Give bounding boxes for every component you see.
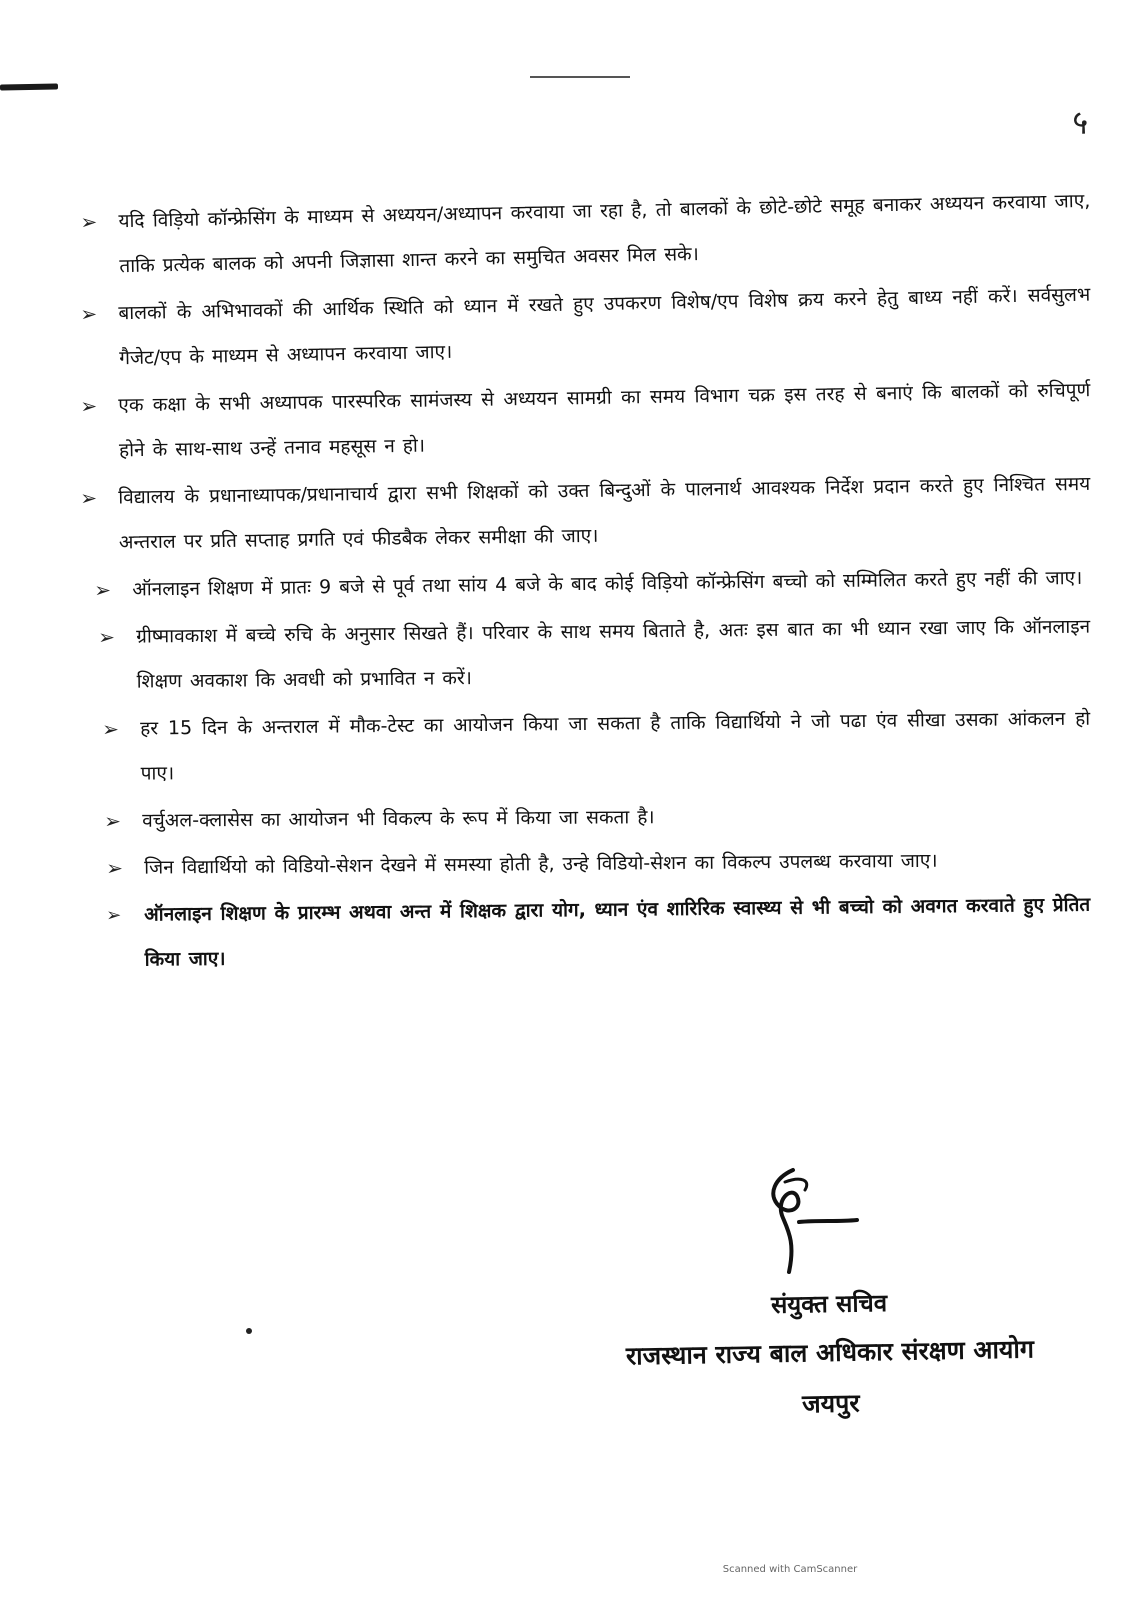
signatory-city: जयपुर: [801, 1388, 860, 1419]
guideline-item: [102, 697, 1091, 797]
guideline-item: [106, 837, 1090, 891]
guideline-text: हर 15 दिन के अन्तराल में मौक-टेस्ट का आयोजन किया जा सकता है ताकि विद्यार्थियो ने जो पढा एंव सीखा उसका आंकलन हो पाए।: [140, 707, 1091, 785]
guideline-text: ऑनलाइन शिक्षण के प्रारम्भ अथवा अन्त में शिक्षक द्वारा योग, ध्यान एंव शारिरिक स्वास्थ्य से भी बच्चो को अवगत करवाते हुए प्रेतित किया जाए।: [144, 893, 1091, 971]
scan-edge-mark: [0, 83, 58, 90]
signatory-organization: राजस्थान राज्य बाल अधिकार संरक्षण आयोग: [625, 1334, 1035, 1371]
guideline-text: बालकों के अभिभावकों की आर्थिक स्थिति को ध्यान में रखते हुए उपकरण विशेष/एप विशेष क्रय करने हेतु बाध्य नहीं करें। सर्वसुलभ गैजेट/एप के माध्यम से अध्यापन करवाया जाए।: [118, 283, 1091, 370]
guideline-item: [94, 556, 1090, 613]
guideline-text: जिन विद्यार्थियो को विडियो-सेशन देखने में समस्या होती है, उन्हे विडियो-सेशन का विकल्प उपलब्ध करवाया जाए।: [144, 849, 938, 879]
scan-top-line: [530, 76, 630, 78]
arrow-bullet-icon: ➢: [94, 577, 112, 602]
guideline-item: [80, 368, 1091, 474]
arrow-bullet-icon: ➢: [80, 485, 98, 510]
arrow-bullet-icon: ➢: [104, 808, 122, 833]
arrow-bullet-icon: ➢: [80, 209, 98, 234]
guideline-item: [80, 462, 1091, 566]
arrow-bullet-icon: ➢: [102, 716, 120, 741]
page-number: ५: [1068, 101, 1092, 143]
ink-dot: [246, 1328, 252, 1334]
handwritten-signature: [745, 1160, 875, 1280]
arrow-bullet-icon: ➢: [80, 301, 98, 326]
guideline-item: [80, 179, 1092, 290]
signatory-block: [559, 1275, 1102, 1434]
guideline-text: ग्रीष्मावकाश में बच्चे रुचि के अनुसार सिखते हैं। परिवार के साथ समय बिताते है, अतः इस बात का भी ध्यान रखा जाए कि ऑनलाइन शिक्षण अवकाश कि अवधी को प्रभावित न करें।: [136, 615, 1091, 693]
guideline-item: [106, 883, 1091, 983]
guideline-text: वर्चुअल-क्लासेस का आयोजन भी विकल्प के रूप में किया जा सकता है।: [142, 806, 655, 832]
guideline-text: विद्यालय के प्रधानाध्यापक/प्रधानाचार्य द्वारा सभी शिक्षकों को उक्त बिन्दुओं के पालनार्थ आवश्यक निर्देश प्रदान करते हुए निश्चित समय अन्तराल पर प्रति सप्ताह प्रगति एवं फीडबैक लेकर समीक्षा की जाए।: [118, 472, 1091, 554]
guideline-text: यदि विड़ियो कॉन्फ्रेसिंग के माध्यम से अध्ययन/अध्यापन करवाया जा रहा है, तो बालकों के छोटे-छोटे समूह बनाकर अध्ययन करवाया जाए, ताकि प्रत्येक बालक को अपनी जिज्ञासा शान्त करने का समुचित अवसर मिल सके।: [118, 189, 1091, 278]
guideline-text: एक कक्षा के सभी अध्यापक पारस्परिक सामंजस्य से अध्ययन सामग्री का समय विभाग चक्र इस तरह से बनाएं कि बालकों को रुचिपूर्ण होने के साथ-साथ उन्हें तनाव महसूस न हो।: [118, 379, 1091, 462]
guideline-text: ऑनलाइन शिक्षण में प्रातः 9 बजे से पूर्व तथा सांय 4 बजे के बाद कोई विड़ियो कॉन्फ्रेसिंग बच्चो को सम्मिलित करते हुए नहीं की जाए।: [132, 566, 1083, 601]
arrow-bullet-icon: ➢: [106, 904, 122, 926]
guideline-item: [104, 792, 1090, 844]
guideline-list: [80, 189, 1091, 985]
guideline-item: [80, 273, 1092, 382]
arrow-bullet-icon: ➢: [98, 624, 116, 649]
arrow-bullet-icon: ➢: [80, 393, 98, 418]
arrow-bullet-icon: ➢: [106, 855, 124, 880]
signatory-title: संयुक्त सचिव: [770, 1288, 888, 1320]
guideline-item: [98, 605, 1091, 705]
scanner-watermark: Scanned with CamScanner: [722, 1564, 858, 1575]
